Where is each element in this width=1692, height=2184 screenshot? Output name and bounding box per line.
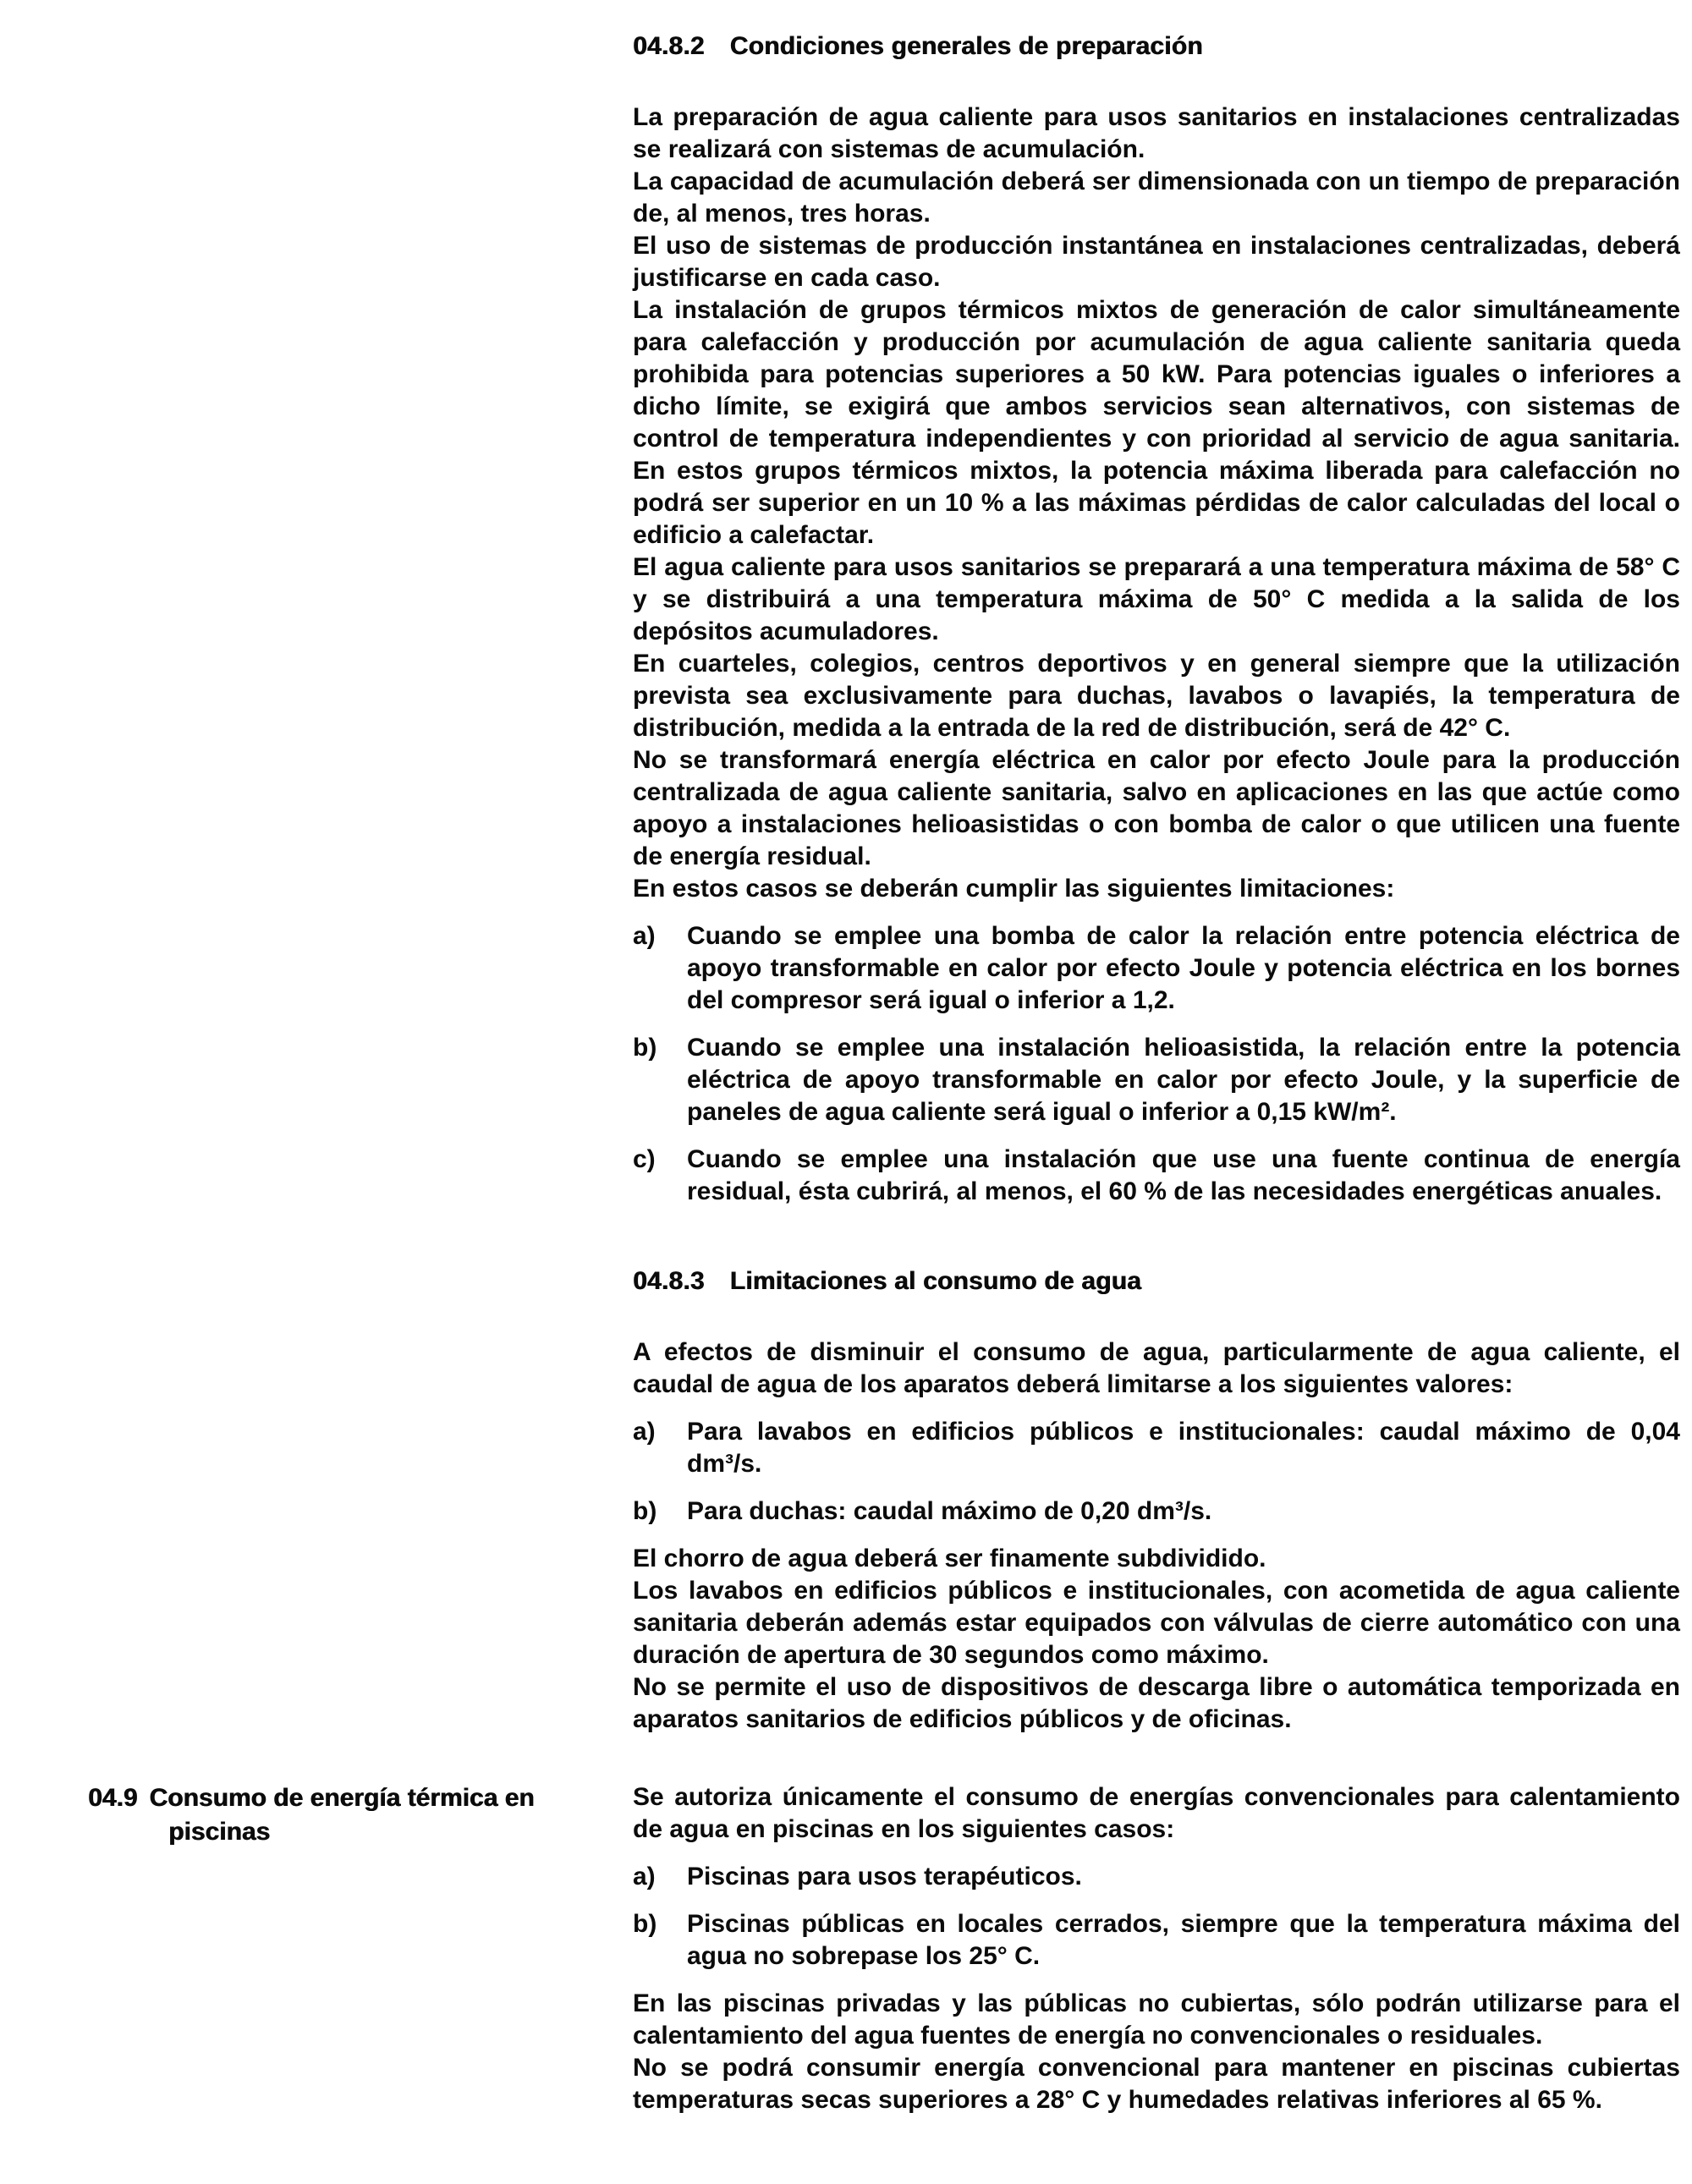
paragraph: El agua caliente para usos sanitarios se preparará a una temperatura máxima de 58° C y se distribuirá a una temperatura máxima de 50° C medida a la salida de los depósitos acumuladores. [633, 553, 1680, 645]
section-number: 04.8.3 [633, 1267, 705, 1295]
paragraph: No se podrá consumir energía convencional para mantener en piscinas cubiertas temperaturas secas superiores a 28° C y humedades relativas inferiores al 65 %. [633, 2054, 1680, 2114]
section-title: Limitaciones al consumo de agua [729, 1267, 1141, 1295]
list-marker: b) [633, 1910, 657, 1938]
section-title: Consumo de energía térmica en piscinas [149, 1784, 535, 1846]
section-heading-0482 [633, 30, 1680, 63]
text-column [633, 1223, 1692, 1736]
list-item [633, 920, 1680, 1017]
paragraph: Se autoriza únicamente el consumo de energías convencionales para calentamiento de agua en piscinas en los siguientes casos: [633, 1783, 1680, 1843]
section-row-049 [0, 1781, 1692, 2116]
section-row-0483 [0, 1223, 1692, 1736]
list-marker: c) [633, 1145, 656, 1173]
margin-column [0, 30, 633, 1223]
section-title: Condiciones generales de preparación [729, 32, 1203, 60]
paragraph: En estos casos se deberán cumplir las siguientes limitaciones: [633, 875, 1395, 903]
list-text: Cuando se emplee una instalación que use una fuente continua de energía residual, ésta cubrirá, al menos, el 60 % de las necesidades energéticas anuales. [687, 1145, 1680, 1205]
margin-heading-text [88, 1781, 607, 1849]
list-marker: a) [633, 1863, 656, 1890]
list-text: Para duchas: caudal máximo de 0,20 dm³/s. [687, 1497, 1212, 1525]
paragraph: No se transformará energía eléctrica en calor por efecto Joule para la producción centralizada de agua caliente sanitaria, salvo en aplicaciones en las que actúe como apoyo a instalaciones helioasistidas o con bomba de calor o que utilicen una fuente de energía residual. [633, 746, 1680, 870]
paragraph: La capacidad de acumulación deberá ser dimensionada con un tiempo de preparación de, al menos, tres horas. [633, 167, 1680, 228]
paragraph: En las piscinas privadas y las públicas no cubiertas, sólo podrán utilizarse para el calentamiento del agua fuentes de energía no convencionales o residuales. [633, 1989, 1680, 2050]
list-text: Para lavabos en edificios públicos e institucionales: caudal máximo de 0,04 dm³/s. [687, 1418, 1680, 1478]
list-marker: b) [633, 1034, 657, 1062]
list-marker: a) [633, 922, 656, 950]
section-heading-0483 [633, 1265, 1680, 1298]
paragraph: La preparación de agua caliente para usos sanitarios en instalaciones centralizadas se realizará con sistemas de acumulación. [633, 103, 1680, 163]
margin-column [0, 1223, 633, 1736]
list-marker: a) [633, 1418, 656, 1446]
paragraph: El uso de sistemas de producción instantánea en instalaciones centralizadas, deberá justificarse en cada caso. [633, 232, 1680, 292]
paragraph: En cuarteles, colegios, centros deportivos y en general siempre que la utilización prevista sea exclusivamente para duchas, lavabos o lavapiés, la temperatura de distribución, medida a la entrada de la red de distribución, será de 42° C. [633, 650, 1680, 742]
letter-list [633, 1861, 1680, 1973]
letter-list [633, 1416, 1680, 1528]
list-item [633, 1495, 1680, 1528]
paragraph: La instalación de grupos térmicos mixtos de generación de calor simultáneamente para calefacción y producción por acumulación de agua caliente sanitaria queda prohibida para potencias superiores a 50 kW. Para potencias iguales o inferiores a dicho límite, se exigirá que ambos servicios sean alternativos, con sistemas de control de temperatura independientes y con prioridad al servicio de agua sanitaria. En estos grupos térmicos mixtos, la potencia máxima liberada para calefacción no podrá ser superior en un 10 % a las máximas pérdidas de calor calculadas del local o edificio a calefactar. [633, 296, 1680, 549]
letter-list [633, 920, 1680, 1208]
list-text: Piscinas para usos terapéuticos. [687, 1863, 1082, 1890]
list-text: Piscinas públicas en locales cerrados, siempre que la temperatura máxima del agua no sobrepase los 25° C. [687, 1910, 1680, 1970]
margin-heading-049 [88, 1781, 607, 1849]
list-text: Cuando se emplee una bomba de calor la relación entre potencia eléctrica de apoyo transformable en calor por efecto Joule y potencia eléctrica en los bornes del compresor será igual o inferior a 1,2. [687, 922, 1680, 1014]
paragraph: No se permite el uso de dispositivos de descarga libre o automática temporizada en aparatos sanitarios de edificios públicos y de oficinas. [633, 1673, 1680, 1733]
section-number: 04.8.2 [633, 32, 705, 60]
text-column [633, 30, 1692, 1223]
margin-column [0, 1781, 633, 2116]
list-item [633, 1908, 1680, 1973]
section-number: 04.9 [88, 1784, 138, 1812]
list-item [633, 1032, 1680, 1128]
paragraph: Los lavabos en edificios públicos e institucionales, con acometida de agua caliente sanitaria deberán además estar equipados con válvulas de cierre automático con una duración de apertura de 30 segundos como máximo. [633, 1577, 1680, 1669]
list-text: Cuando se emplee una instalación helioasistida, la relación entre la potencia eléctrica de apoyo transformable en calor por efecto Joule, y la superficie de paneles de agua caliente será igual o inferior a 0,15 kW/m². [687, 1034, 1680, 1126]
list-marker: b) [633, 1497, 657, 1525]
list-item [633, 1861, 1680, 1893]
paragraph: A efectos de disminuir el consumo de agua, particularmente de agua caliente, el caudal de agua de los aparatos deberá limitarse a los siguientes valores: [633, 1338, 1680, 1398]
section-row-0482 [0, 30, 1692, 1223]
text-column [633, 1781, 1692, 2116]
list-item [633, 1144, 1680, 1208]
list-item [633, 1416, 1680, 1480]
paragraph: El chorro de agua deberá ser finamente subdividido. [633, 1545, 1266, 1572]
